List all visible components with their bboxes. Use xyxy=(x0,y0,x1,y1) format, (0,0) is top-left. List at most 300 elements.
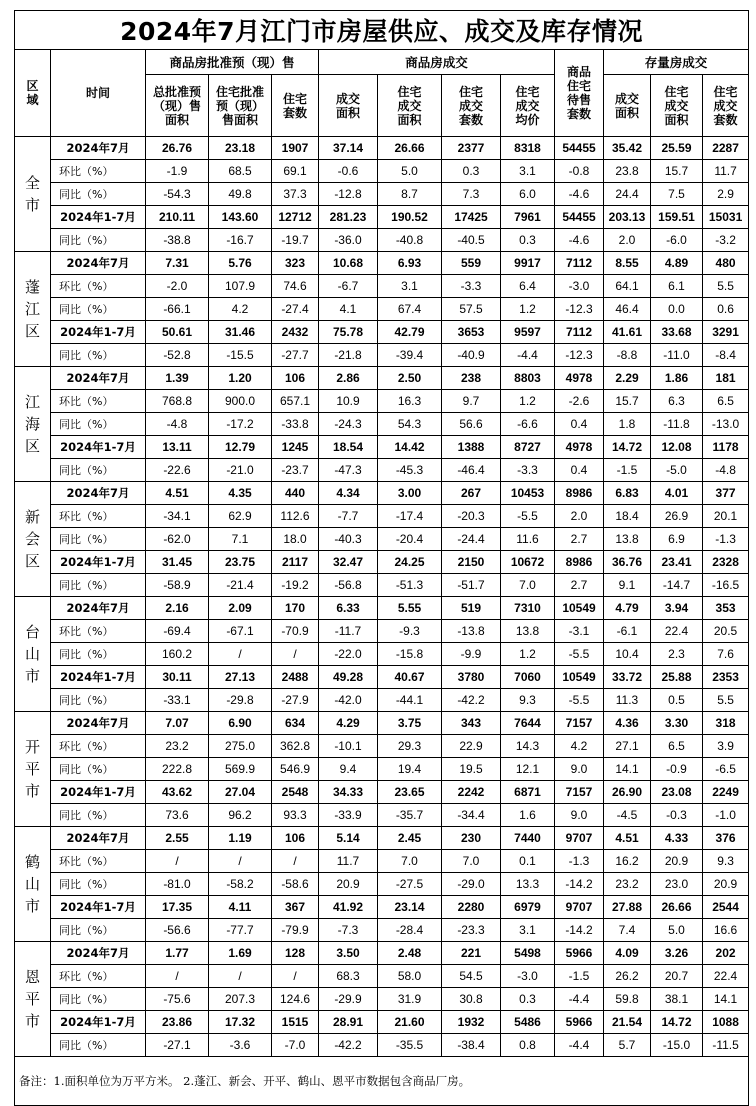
table-cell: 1.86 xyxy=(651,367,703,390)
table-cell: 54.5 xyxy=(442,965,501,988)
table-cell: -11.5 xyxy=(703,1034,749,1057)
table-cell: 31.45 xyxy=(146,551,209,574)
table-cell: 106 xyxy=(272,367,319,390)
period-label: 2024年7月 xyxy=(51,712,146,735)
table-cell: 23.2 xyxy=(604,873,651,896)
table-cell: 5.14 xyxy=(319,827,378,850)
table-cell: 9.1 xyxy=(604,574,651,597)
table-cell: 128 xyxy=(272,942,319,965)
table-cell: 657.1 xyxy=(272,390,319,413)
table-cell: -6.0 xyxy=(651,229,703,252)
table-cell: 7.1 xyxy=(209,528,272,551)
region-name xyxy=(15,597,51,712)
table-cell: 2.09 xyxy=(209,597,272,620)
table-cell: 2.55 xyxy=(146,827,209,850)
table-cell: 23.18 xyxy=(209,137,272,160)
table-cell: 10453 xyxy=(501,482,555,505)
table-row xyxy=(15,965,749,988)
table-cell: 7.07 xyxy=(146,712,209,735)
table-cell: 20.1 xyxy=(703,505,749,528)
table-cell: 2.16 xyxy=(146,597,209,620)
table-cell: 12.08 xyxy=(651,436,703,459)
table-cell: -17.2 xyxy=(209,413,272,436)
table-cell: -21.0 xyxy=(209,459,272,482)
table-cell: -42.2 xyxy=(442,689,501,712)
table-cell: -5.0 xyxy=(651,459,703,482)
table-cell: 22.9 xyxy=(442,735,501,758)
table-cell: 5498 xyxy=(501,942,555,965)
table-cell: 26.66 xyxy=(651,896,703,919)
table-row xyxy=(15,413,749,436)
table-cell: -1.3 xyxy=(555,850,604,873)
header-region: 区域 xyxy=(15,50,51,137)
table-cell: 23.41 xyxy=(651,551,703,574)
table-cell: 7.4 xyxy=(604,919,651,942)
table-cell: 5.5 xyxy=(703,689,749,712)
table-cell: 54.3 xyxy=(378,413,442,436)
table-cell: 7157 xyxy=(555,781,604,804)
table-cell: 20.9 xyxy=(319,873,378,896)
table-cell: 4.11 xyxy=(209,896,272,919)
table-cell: 353 xyxy=(703,597,749,620)
table-row xyxy=(15,1011,749,1034)
table-cell: 2.3 xyxy=(651,643,703,666)
table-cell: 160.2 xyxy=(146,643,209,666)
period-label: 2024年1-7月 xyxy=(51,321,146,344)
table-cell: 4.2 xyxy=(555,735,604,758)
table-cell: 0.4 xyxy=(555,413,604,436)
table-cell: 367 xyxy=(272,896,319,919)
table-cell: 19.4 xyxy=(378,758,442,781)
region-label: 蓬江区 xyxy=(24,278,40,340)
region-label: 全市 xyxy=(24,174,40,214)
table-cell: / xyxy=(209,965,272,988)
table-cell: 190.52 xyxy=(378,206,442,229)
table-cell: -0.8 xyxy=(555,160,604,183)
table-cell: 68.5 xyxy=(209,160,272,183)
table-row xyxy=(15,482,749,505)
table-cell: -11.8 xyxy=(651,413,703,436)
table-cell: 7.6 xyxy=(703,643,749,666)
table-cell: -77.7 xyxy=(209,919,272,942)
table-cell: 1388 xyxy=(442,436,501,459)
table-cell: 49.28 xyxy=(319,666,378,689)
table-cell: 3.30 xyxy=(651,712,703,735)
table-cell: -46.4 xyxy=(442,459,501,482)
table-cell: -6.1 xyxy=(604,620,651,643)
table-cell: -8.8 xyxy=(604,344,651,367)
table-cell: -79.9 xyxy=(272,919,319,942)
table-cell: 5.0 xyxy=(378,160,442,183)
table-cell: -6.7 xyxy=(319,275,378,298)
table-cell: 323 xyxy=(272,252,319,275)
table-cell: 275.0 xyxy=(209,735,272,758)
table-cell: 27.1 xyxy=(604,735,651,758)
table-cell: 33.68 xyxy=(651,321,703,344)
table-cell: 1.69 xyxy=(209,942,272,965)
table-cell: 26.76 xyxy=(146,137,209,160)
table-cell: 3.9 xyxy=(703,735,749,758)
header-supply-residential-units: 住宅套数 xyxy=(272,75,319,137)
table-cell: 6.0 xyxy=(501,183,555,206)
table-cell: 6.90 xyxy=(209,712,272,735)
table-cell: -52.8 xyxy=(146,344,209,367)
table-cell: 8318 xyxy=(501,137,555,160)
period-label: 同比（%） xyxy=(51,298,146,321)
table-cell: 16.2 xyxy=(604,850,651,873)
table-cell: 4978 xyxy=(555,367,604,390)
table-cell: 4.51 xyxy=(604,827,651,850)
table-cell: 4.89 xyxy=(651,252,703,275)
table-cell: 6.33 xyxy=(319,597,378,620)
table-row xyxy=(15,597,749,620)
table-row xyxy=(15,298,749,321)
table-cell: -34.4 xyxy=(442,804,501,827)
table-cell: 2242 xyxy=(442,781,501,804)
table-cell: 4.29 xyxy=(319,712,378,735)
table-row xyxy=(15,689,749,712)
table-row xyxy=(15,390,749,413)
table-cell: 40.67 xyxy=(378,666,442,689)
table-cell: 21.60 xyxy=(378,1011,442,1034)
table-cell: -14.2 xyxy=(555,873,604,896)
table-cell: 12.1 xyxy=(501,758,555,781)
period-label: 同比（%） xyxy=(51,873,146,896)
table-cell: 93.3 xyxy=(272,804,319,827)
table-cell: 3.75 xyxy=(378,712,442,735)
table-cell: 9917 xyxy=(501,252,555,275)
table-cell: 30.8 xyxy=(442,988,501,1011)
table-cell: -5.5 xyxy=(555,689,604,712)
table-cell: 230 xyxy=(442,827,501,850)
table-cell: 7112 xyxy=(555,252,604,275)
table-cell: 2.9 xyxy=(703,183,749,206)
table-cell: 440 xyxy=(272,482,319,505)
table-cell: 23.08 xyxy=(651,781,703,804)
table-cell: 11.7 xyxy=(319,850,378,873)
header-group-deal: 商品房成交 xyxy=(319,50,555,75)
table-cell: / xyxy=(209,643,272,666)
table-row xyxy=(15,666,749,689)
table-cell: -69.4 xyxy=(146,620,209,643)
table-cell: 6.3 xyxy=(651,390,703,413)
table-row xyxy=(15,850,749,873)
table-cell: -23.7 xyxy=(272,459,319,482)
table-cell: 22.4 xyxy=(651,620,703,643)
table-row xyxy=(15,1034,749,1057)
region-label: 鹤山市 xyxy=(24,853,40,915)
table-cell: 222.8 xyxy=(146,758,209,781)
table-cell: 3780 xyxy=(442,666,501,689)
table-cell: 221 xyxy=(442,942,501,965)
table-cell: 7157 xyxy=(555,712,604,735)
table-cell: -0.6 xyxy=(319,160,378,183)
table-cell: 1245 xyxy=(272,436,319,459)
table-cell: 5.7 xyxy=(604,1034,651,1057)
table-cell: 3.1 xyxy=(501,160,555,183)
table-row xyxy=(15,459,749,482)
table-cell: 15.7 xyxy=(604,390,651,413)
table-cell: 4.51 xyxy=(146,482,209,505)
table-row xyxy=(15,160,749,183)
table-cell: 519 xyxy=(442,597,501,620)
table-cell: 8.7 xyxy=(378,183,442,206)
table-cell: 10549 xyxy=(555,666,604,689)
table-cell: -6.6 xyxy=(501,413,555,436)
table-cell: -66.1 xyxy=(146,298,209,321)
table-cell: 6.4 xyxy=(501,275,555,298)
table-cell: 23.75 xyxy=(209,551,272,574)
period-label: 同比（%） xyxy=(51,459,146,482)
period-label: 环比（%） xyxy=(51,850,146,873)
table-cell: -10.1 xyxy=(319,735,378,758)
table-cell: 0.3 xyxy=(501,988,555,1011)
table-cell: -16.7 xyxy=(209,229,272,252)
table-row xyxy=(15,827,749,850)
table-cell: 11.3 xyxy=(604,689,651,712)
table-cell: 4.34 xyxy=(319,482,378,505)
table-cell: 5486 xyxy=(501,1011,555,1034)
table-cell: -5.5 xyxy=(555,643,604,666)
table-cell: -38.8 xyxy=(146,229,209,252)
period-label: 2024年1-7月 xyxy=(51,1011,146,1034)
table-cell: -27.5 xyxy=(378,873,442,896)
table-cell: 1178 xyxy=(703,436,749,459)
table-cell: 181 xyxy=(703,367,749,390)
table-cell: 36.76 xyxy=(604,551,651,574)
header-time: 时间 xyxy=(51,50,146,137)
table-cell: 37.3 xyxy=(272,183,319,206)
table-cell: 2287 xyxy=(703,137,749,160)
table-cell: -4.6 xyxy=(555,229,604,252)
table-cell: 54455 xyxy=(555,137,604,160)
table-cell: -2.0 xyxy=(146,275,209,298)
table-cell: -4.4 xyxy=(555,1034,604,1057)
table-cell: -81.0 xyxy=(146,873,209,896)
table-cell: 1088 xyxy=(703,1011,749,1034)
table-cell: 2353 xyxy=(703,666,749,689)
table-cell: 2.45 xyxy=(378,827,442,850)
table-cell: 559 xyxy=(442,252,501,275)
table-cell: 35.42 xyxy=(604,137,651,160)
table-cell: 2117 xyxy=(272,551,319,574)
table-cell: 15.7 xyxy=(651,160,703,183)
header-stock-residential-units: 住宅成交套数 xyxy=(703,75,749,137)
table-cell: 75.78 xyxy=(319,321,378,344)
table-row xyxy=(15,620,749,643)
table-cell: 14.1 xyxy=(604,758,651,781)
table-cell: -23.3 xyxy=(442,919,501,942)
table-cell: 31.9 xyxy=(378,988,442,1011)
table-cell: -13.0 xyxy=(703,413,749,436)
table-cell: 7.0 xyxy=(442,850,501,873)
table-cell: 23.8 xyxy=(604,160,651,183)
period-label: 同比（%） xyxy=(51,758,146,781)
table-cell: 569.9 xyxy=(209,758,272,781)
table-cell: 4.79 xyxy=(604,597,651,620)
header-supply-total-area: 总批准预（现）售面积 xyxy=(146,75,209,137)
table-cell: 1.19 xyxy=(209,827,272,850)
table-cell: 0.1 xyxy=(501,850,555,873)
table-cell: -1.9 xyxy=(146,160,209,183)
table-cell: -27.1 xyxy=(146,1034,209,1057)
table-cell: 14.42 xyxy=(378,436,442,459)
table-cell: 2150 xyxy=(442,551,501,574)
table-cell: 24.25 xyxy=(378,551,442,574)
table-cell: -2.6 xyxy=(555,390,604,413)
table-cell: 5966 xyxy=(555,1011,604,1034)
table-cell: -4.6 xyxy=(555,183,604,206)
table-cell: 3.1 xyxy=(378,275,442,298)
table-row xyxy=(15,919,749,942)
table-cell: 2432 xyxy=(272,321,319,344)
table-cell: 26.2 xyxy=(604,965,651,988)
table-cell: 24.4 xyxy=(604,183,651,206)
table-cell: 68.3 xyxy=(319,965,378,988)
period-label: 同比（%） xyxy=(51,643,146,666)
table-cell: -14.2 xyxy=(555,919,604,942)
region-name xyxy=(15,252,51,367)
table-cell: 26.9 xyxy=(651,505,703,528)
table-cell: 0.3 xyxy=(501,229,555,252)
table-cell: 18.0 xyxy=(272,528,319,551)
table-cell: 14.1 xyxy=(703,988,749,1011)
table-cell: 59.8 xyxy=(604,988,651,1011)
table-cell: 62.9 xyxy=(209,505,272,528)
table-cell: 12712 xyxy=(272,206,319,229)
period-label: 2024年1-7月 xyxy=(51,436,146,459)
period-label: 环比（%） xyxy=(51,275,146,298)
table-cell: 26.66 xyxy=(378,137,442,160)
table-row xyxy=(15,758,749,781)
table-cell: 7.0 xyxy=(378,850,442,873)
table-row xyxy=(15,206,749,229)
table-cell: 28.91 xyxy=(319,1011,378,1034)
table-cell: 46.4 xyxy=(604,298,651,321)
table-cell: -58.2 xyxy=(209,873,272,896)
table-cell: 2488 xyxy=(272,666,319,689)
table-cell: 343 xyxy=(442,712,501,735)
table-cell: -24.4 xyxy=(442,528,501,551)
table-cell: 43.62 xyxy=(146,781,209,804)
table-cell: 8803 xyxy=(501,367,555,390)
table-cell: 2280 xyxy=(442,896,501,919)
table-cell: 23.65 xyxy=(378,781,442,804)
table-cell: -1.5 xyxy=(555,965,604,988)
table-cell: 267 xyxy=(442,482,501,505)
table-cell: 67.4 xyxy=(378,298,442,321)
table-cell: -27.4 xyxy=(272,298,319,321)
table-cell: 159.51 xyxy=(651,206,703,229)
table-cell: 27.04 xyxy=(209,781,272,804)
table-cell: 4.33 xyxy=(651,827,703,850)
table-cell: -42.2 xyxy=(319,1034,378,1057)
table-cell: 143.60 xyxy=(209,206,272,229)
header-deal-average-price: 住宅成交均价 xyxy=(501,75,555,137)
period-label: 环比（%） xyxy=(51,160,146,183)
table-cell: -42.0 xyxy=(319,689,378,712)
page-title: 2024年7月江门市房屋供应、成交及库存情况 xyxy=(15,11,749,50)
table-cell: -24.3 xyxy=(319,413,378,436)
period-label: 2024年1-7月 xyxy=(51,666,146,689)
table-row xyxy=(15,804,749,827)
table-cell: 1.77 xyxy=(146,942,209,965)
table-cell: -40.5 xyxy=(442,229,501,252)
table-cell: -9.9 xyxy=(442,643,501,666)
header-deal-area: 成交面积 xyxy=(319,75,378,137)
table-cell: -1.0 xyxy=(703,804,749,827)
table-cell: 13.11 xyxy=(146,436,209,459)
table-cell: -0.3 xyxy=(651,804,703,827)
table-cell: -36.0 xyxy=(319,229,378,252)
header-group-stock: 存量房成交 xyxy=(604,50,749,75)
table-cell: 18.4 xyxy=(604,505,651,528)
table-cell: 1.2 xyxy=(501,643,555,666)
table-cell: -62.0 xyxy=(146,528,209,551)
table-cell: -11.0 xyxy=(651,344,703,367)
table-cell: -29.9 xyxy=(319,988,378,1011)
table-cell: -17.4 xyxy=(378,505,442,528)
table-row xyxy=(15,735,749,758)
table-cell: -34.1 xyxy=(146,505,209,528)
table-cell: 3653 xyxy=(442,321,501,344)
table-cell: 13.8 xyxy=(604,528,651,551)
table-cell: 57.5 xyxy=(442,298,501,321)
table-cell: -45.3 xyxy=(378,459,442,482)
table-row xyxy=(15,551,749,574)
table-cell: 210.11 xyxy=(146,206,209,229)
table-cell: 23.2 xyxy=(146,735,209,758)
table-cell: -20.3 xyxy=(442,505,501,528)
region-name xyxy=(15,137,51,252)
table-cell: 7060 xyxy=(501,666,555,689)
table-cell: 17.35 xyxy=(146,896,209,919)
table-cell: -28.4 xyxy=(378,919,442,942)
table-cell: / xyxy=(272,965,319,988)
table-cell: 8986 xyxy=(555,551,604,574)
period-label: 环比（%） xyxy=(51,390,146,413)
table-cell: 5.5 xyxy=(703,275,749,298)
table-cell: 2544 xyxy=(703,896,749,919)
table-cell: 203.13 xyxy=(604,206,651,229)
table-cell: / xyxy=(272,643,319,666)
header-stock-residential-area: 住宅成交面积 xyxy=(651,75,703,137)
period-label: 同比（%） xyxy=(51,528,146,551)
table-cell: 16.3 xyxy=(378,390,442,413)
table-row xyxy=(15,183,749,206)
table-row xyxy=(15,712,749,735)
table-cell: 9.0 xyxy=(555,758,604,781)
region-name xyxy=(15,367,51,482)
table-cell: 0.6 xyxy=(703,298,749,321)
table-cell: 6.5 xyxy=(703,390,749,413)
table-row xyxy=(15,505,749,528)
table-cell: -9.3 xyxy=(378,620,442,643)
table-cell: -67.1 xyxy=(209,620,272,643)
table-cell: -1.3 xyxy=(703,528,749,551)
table-row xyxy=(15,229,749,252)
table-cell: -15.0 xyxy=(651,1034,703,1057)
table-row xyxy=(15,873,749,896)
table-cell: 2.0 xyxy=(604,229,651,252)
housing-table xyxy=(14,10,749,1106)
table-cell: 1515 xyxy=(272,1011,319,1034)
region-name xyxy=(15,712,51,827)
table-cell: 10.4 xyxy=(604,643,651,666)
table-cell: -33.8 xyxy=(272,413,319,436)
table-cell: 16.6 xyxy=(703,919,749,942)
table-cell: -20.4 xyxy=(378,528,442,551)
